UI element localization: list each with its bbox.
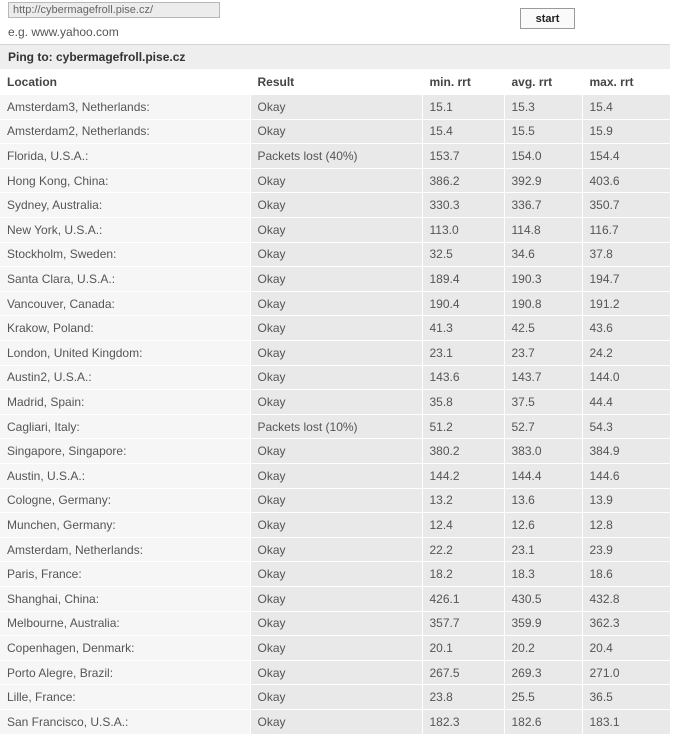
max-rrt-cell: 24.2: [582, 341, 670, 366]
max-rrt-cell: 384.9: [582, 439, 670, 464]
table-row: [0, 119, 670, 144]
min-rrt-cell: 190.4: [422, 291, 504, 316]
result-cell: Okay: [250, 242, 422, 267]
max-rrt-cell: 362.3: [582, 611, 670, 636]
min-rrt-cell: 153.7: [422, 144, 504, 169]
table-row: [0, 513, 670, 538]
min-rrt-cell: 426.1: [422, 586, 504, 611]
avg-rrt-cell: 42.5: [504, 316, 582, 341]
min-rrt-cell: 380.2: [422, 439, 504, 464]
location-cell: Madrid, Spain:: [0, 390, 250, 415]
max-rrt-cell: 271.0: [582, 660, 670, 685]
table-row: [0, 414, 670, 439]
avg-rrt-cell: 12.6: [504, 513, 582, 538]
location-cell: San Francisco, U.S.A.:: [0, 709, 250, 734]
location-cell: Cagliari, Italy:: [0, 414, 250, 439]
result-cell: Okay: [250, 168, 422, 193]
table-row: [0, 291, 670, 316]
result-cell: Okay: [250, 562, 422, 587]
table-row: [0, 562, 670, 587]
location-cell: Porto Alegre, Brazil:: [0, 660, 250, 685]
avg-rrt-cell: 15.3: [504, 95, 582, 120]
table-row: [0, 709, 670, 734]
location-cell: Vancouver, Canada:: [0, 291, 250, 316]
location-cell: Shanghai, China:: [0, 586, 250, 611]
location-cell: Amsterdam2, Netherlands:: [0, 119, 250, 144]
column-header-min-rrt: min. rrt: [422, 70, 504, 95]
table-row: [0, 611, 670, 636]
location-cell: Singapore, Singapore:: [0, 439, 250, 464]
table-row: [0, 193, 670, 218]
table-body: [0, 95, 670, 734]
table-row: [0, 365, 670, 390]
min-rrt-cell: 357.7: [422, 611, 504, 636]
result-cell: Okay: [250, 537, 422, 562]
min-rrt-cell: 15.4: [422, 119, 504, 144]
result-cell: Packets lost (40%): [250, 144, 422, 169]
location-cell: Lille, France:: [0, 685, 250, 710]
table-row: [0, 168, 670, 193]
column-header-location: Location: [0, 70, 250, 95]
max-rrt-cell: 191.2: [582, 291, 670, 316]
avg-rrt-cell: 18.3: [504, 562, 582, 587]
min-rrt-cell: 51.2: [422, 414, 504, 439]
result-cell: Packets lost (10%): [250, 414, 422, 439]
avg-rrt-cell: 269.3: [504, 660, 582, 685]
min-rrt-cell: 41.3: [422, 316, 504, 341]
url-input[interactable]: [8, 2, 220, 18]
max-rrt-cell: 432.8: [582, 586, 670, 611]
avg-rrt-cell: 20.2: [504, 636, 582, 661]
result-cell: Okay: [250, 365, 422, 390]
avg-rrt-cell: 114.8: [504, 218, 582, 243]
table-row: [0, 95, 670, 120]
result-cell: Okay: [250, 685, 422, 710]
max-rrt-cell: 350.7: [582, 193, 670, 218]
location-cell: Stockholm, Sweden:: [0, 242, 250, 267]
min-rrt-cell: 267.5: [422, 660, 504, 685]
location-cell: London, United Kingdom:: [0, 341, 250, 366]
avg-rrt-cell: 25.5: [504, 685, 582, 710]
avg-rrt-cell: 359.9: [504, 611, 582, 636]
location-cell: Amsterdam3, Netherlands:: [0, 95, 250, 120]
min-rrt-cell: 23.8: [422, 685, 504, 710]
location-cell: Amsterdam, Netherlands:: [0, 537, 250, 562]
table-row: [0, 390, 670, 415]
max-rrt-cell: 43.6: [582, 316, 670, 341]
max-rrt-cell: 44.4: [582, 390, 670, 415]
avg-rrt-cell: 392.9: [504, 168, 582, 193]
table-row: [0, 464, 670, 489]
min-rrt-cell: 189.4: [422, 267, 504, 292]
avg-rrt-cell: 13.6: [504, 488, 582, 513]
ping-results-table: [0, 70, 670, 735]
avg-rrt-cell: 23.7: [504, 341, 582, 366]
min-rrt-cell: 15.1: [422, 95, 504, 120]
example-hint: e.g. www.yahoo.com: [8, 25, 119, 39]
max-rrt-cell: 183.1: [582, 709, 670, 734]
location-cell: Santa Clara, U.S.A.:: [0, 267, 250, 292]
result-cell: Okay: [250, 390, 422, 415]
max-rrt-cell: 23.9: [582, 537, 670, 562]
location-cell: Melbourne, Australia:: [0, 611, 250, 636]
max-rrt-cell: 144.0: [582, 365, 670, 390]
location-cell: New York, U.S.A.:: [0, 218, 250, 243]
result-cell: Okay: [250, 586, 422, 611]
avg-rrt-cell: 34.6: [504, 242, 582, 267]
max-rrt-cell: 144.6: [582, 464, 670, 489]
max-rrt-cell: 15.4: [582, 95, 670, 120]
max-rrt-cell: 37.8: [582, 242, 670, 267]
column-header-result: Result: [250, 70, 422, 95]
result-cell: Okay: [250, 291, 422, 316]
result-cell: Okay: [250, 193, 422, 218]
max-rrt-cell: 20.4: [582, 636, 670, 661]
location-cell: Copenhagen, Denmark:: [0, 636, 250, 661]
max-rrt-cell: 18.6: [582, 562, 670, 587]
min-rrt-cell: 182.3: [422, 709, 504, 734]
avg-rrt-cell: 15.5: [504, 119, 582, 144]
result-cell: Okay: [250, 709, 422, 734]
table-row: [0, 439, 670, 464]
avg-rrt-cell: 383.0: [504, 439, 582, 464]
result-cell: Okay: [250, 95, 422, 120]
avg-rrt-cell: 154.0: [504, 144, 582, 169]
start-button[interactable]: start: [520, 8, 575, 29]
max-rrt-cell: 36.5: [582, 685, 670, 710]
avg-rrt-cell: 336.7: [504, 193, 582, 218]
avg-rrt-cell: 143.7: [504, 365, 582, 390]
min-rrt-cell: 22.2: [422, 537, 504, 562]
min-rrt-cell: 144.2: [422, 464, 504, 489]
max-rrt-cell: 194.7: [582, 267, 670, 292]
avg-rrt-cell: 52.7: [504, 414, 582, 439]
result-cell: Okay: [250, 611, 422, 636]
result-cell: Okay: [250, 218, 422, 243]
location-cell: Florida, U.S.A.:: [0, 144, 250, 169]
location-cell: Munchen, Germany:: [0, 513, 250, 538]
result-cell: Okay: [250, 267, 422, 292]
avg-rrt-cell: 430.5: [504, 586, 582, 611]
result-cell: Okay: [250, 464, 422, 489]
max-rrt-cell: 154.4: [582, 144, 670, 169]
location-cell: Hong Kong, China:: [0, 168, 250, 193]
min-rrt-cell: 23.1: [422, 341, 504, 366]
min-rrt-cell: 12.4: [422, 513, 504, 538]
result-cell: Okay: [250, 488, 422, 513]
results-table-container: [0, 70, 670, 735]
location-cell: Austin, U.S.A.:: [0, 464, 250, 489]
column-header-avg-rrt: avg. rrt: [504, 70, 582, 95]
location-cell: Austin2, U.S.A.:: [0, 365, 250, 390]
result-cell: Okay: [250, 513, 422, 538]
min-rrt-cell: 32.5: [422, 242, 504, 267]
min-rrt-cell: 13.2: [422, 488, 504, 513]
result-cell: Okay: [250, 660, 422, 685]
result-cell: Okay: [250, 119, 422, 144]
table-row: [0, 636, 670, 661]
avg-rrt-cell: 190.8: [504, 291, 582, 316]
ping-title: Ping to: cybermagefroll.pise.cz: [0, 44, 670, 69]
table-row: [0, 267, 670, 292]
result-cell: Okay: [250, 439, 422, 464]
result-cell: Okay: [250, 341, 422, 366]
location-cell: Paris, France:: [0, 562, 250, 587]
max-rrt-cell: 403.6: [582, 168, 670, 193]
location-cell: Cologne, Germany:: [0, 488, 250, 513]
table-row: [0, 685, 670, 710]
result-cell: Okay: [250, 316, 422, 341]
location-cell: Sydney, Australia:: [0, 193, 250, 218]
table-row: [0, 488, 670, 513]
table-header-row: [0, 70, 670, 95]
table-row: [0, 537, 670, 562]
table-row: [0, 144, 670, 169]
avg-rrt-cell: 144.4: [504, 464, 582, 489]
min-rrt-cell: 35.8: [422, 390, 504, 415]
table-row: [0, 218, 670, 243]
table-row: [0, 660, 670, 685]
location-cell: Krakow, Poland:: [0, 316, 250, 341]
table-row: [0, 586, 670, 611]
min-rrt-cell: 386.2: [422, 168, 504, 193]
max-rrt-cell: 15.9: [582, 119, 670, 144]
min-rrt-cell: 113.0: [422, 218, 504, 243]
column-header-max-rrt: max. rrt: [582, 70, 670, 95]
min-rrt-cell: 330.3: [422, 193, 504, 218]
avg-rrt-cell: 37.5: [504, 390, 582, 415]
max-rrt-cell: 116.7: [582, 218, 670, 243]
result-cell: Okay: [250, 636, 422, 661]
avg-rrt-cell: 190.3: [504, 267, 582, 292]
avg-rrt-cell: 182.6: [504, 709, 582, 734]
min-rrt-cell: 143.6: [422, 365, 504, 390]
max-rrt-cell: 12.8: [582, 513, 670, 538]
max-rrt-cell: 13.9: [582, 488, 670, 513]
max-rrt-cell: 54.3: [582, 414, 670, 439]
min-rrt-cell: 18.2: [422, 562, 504, 587]
table-row: [0, 341, 670, 366]
table-row: [0, 316, 670, 341]
avg-rrt-cell: 23.1: [504, 537, 582, 562]
min-rrt-cell: 20.1: [422, 636, 504, 661]
table-row: [0, 242, 670, 267]
